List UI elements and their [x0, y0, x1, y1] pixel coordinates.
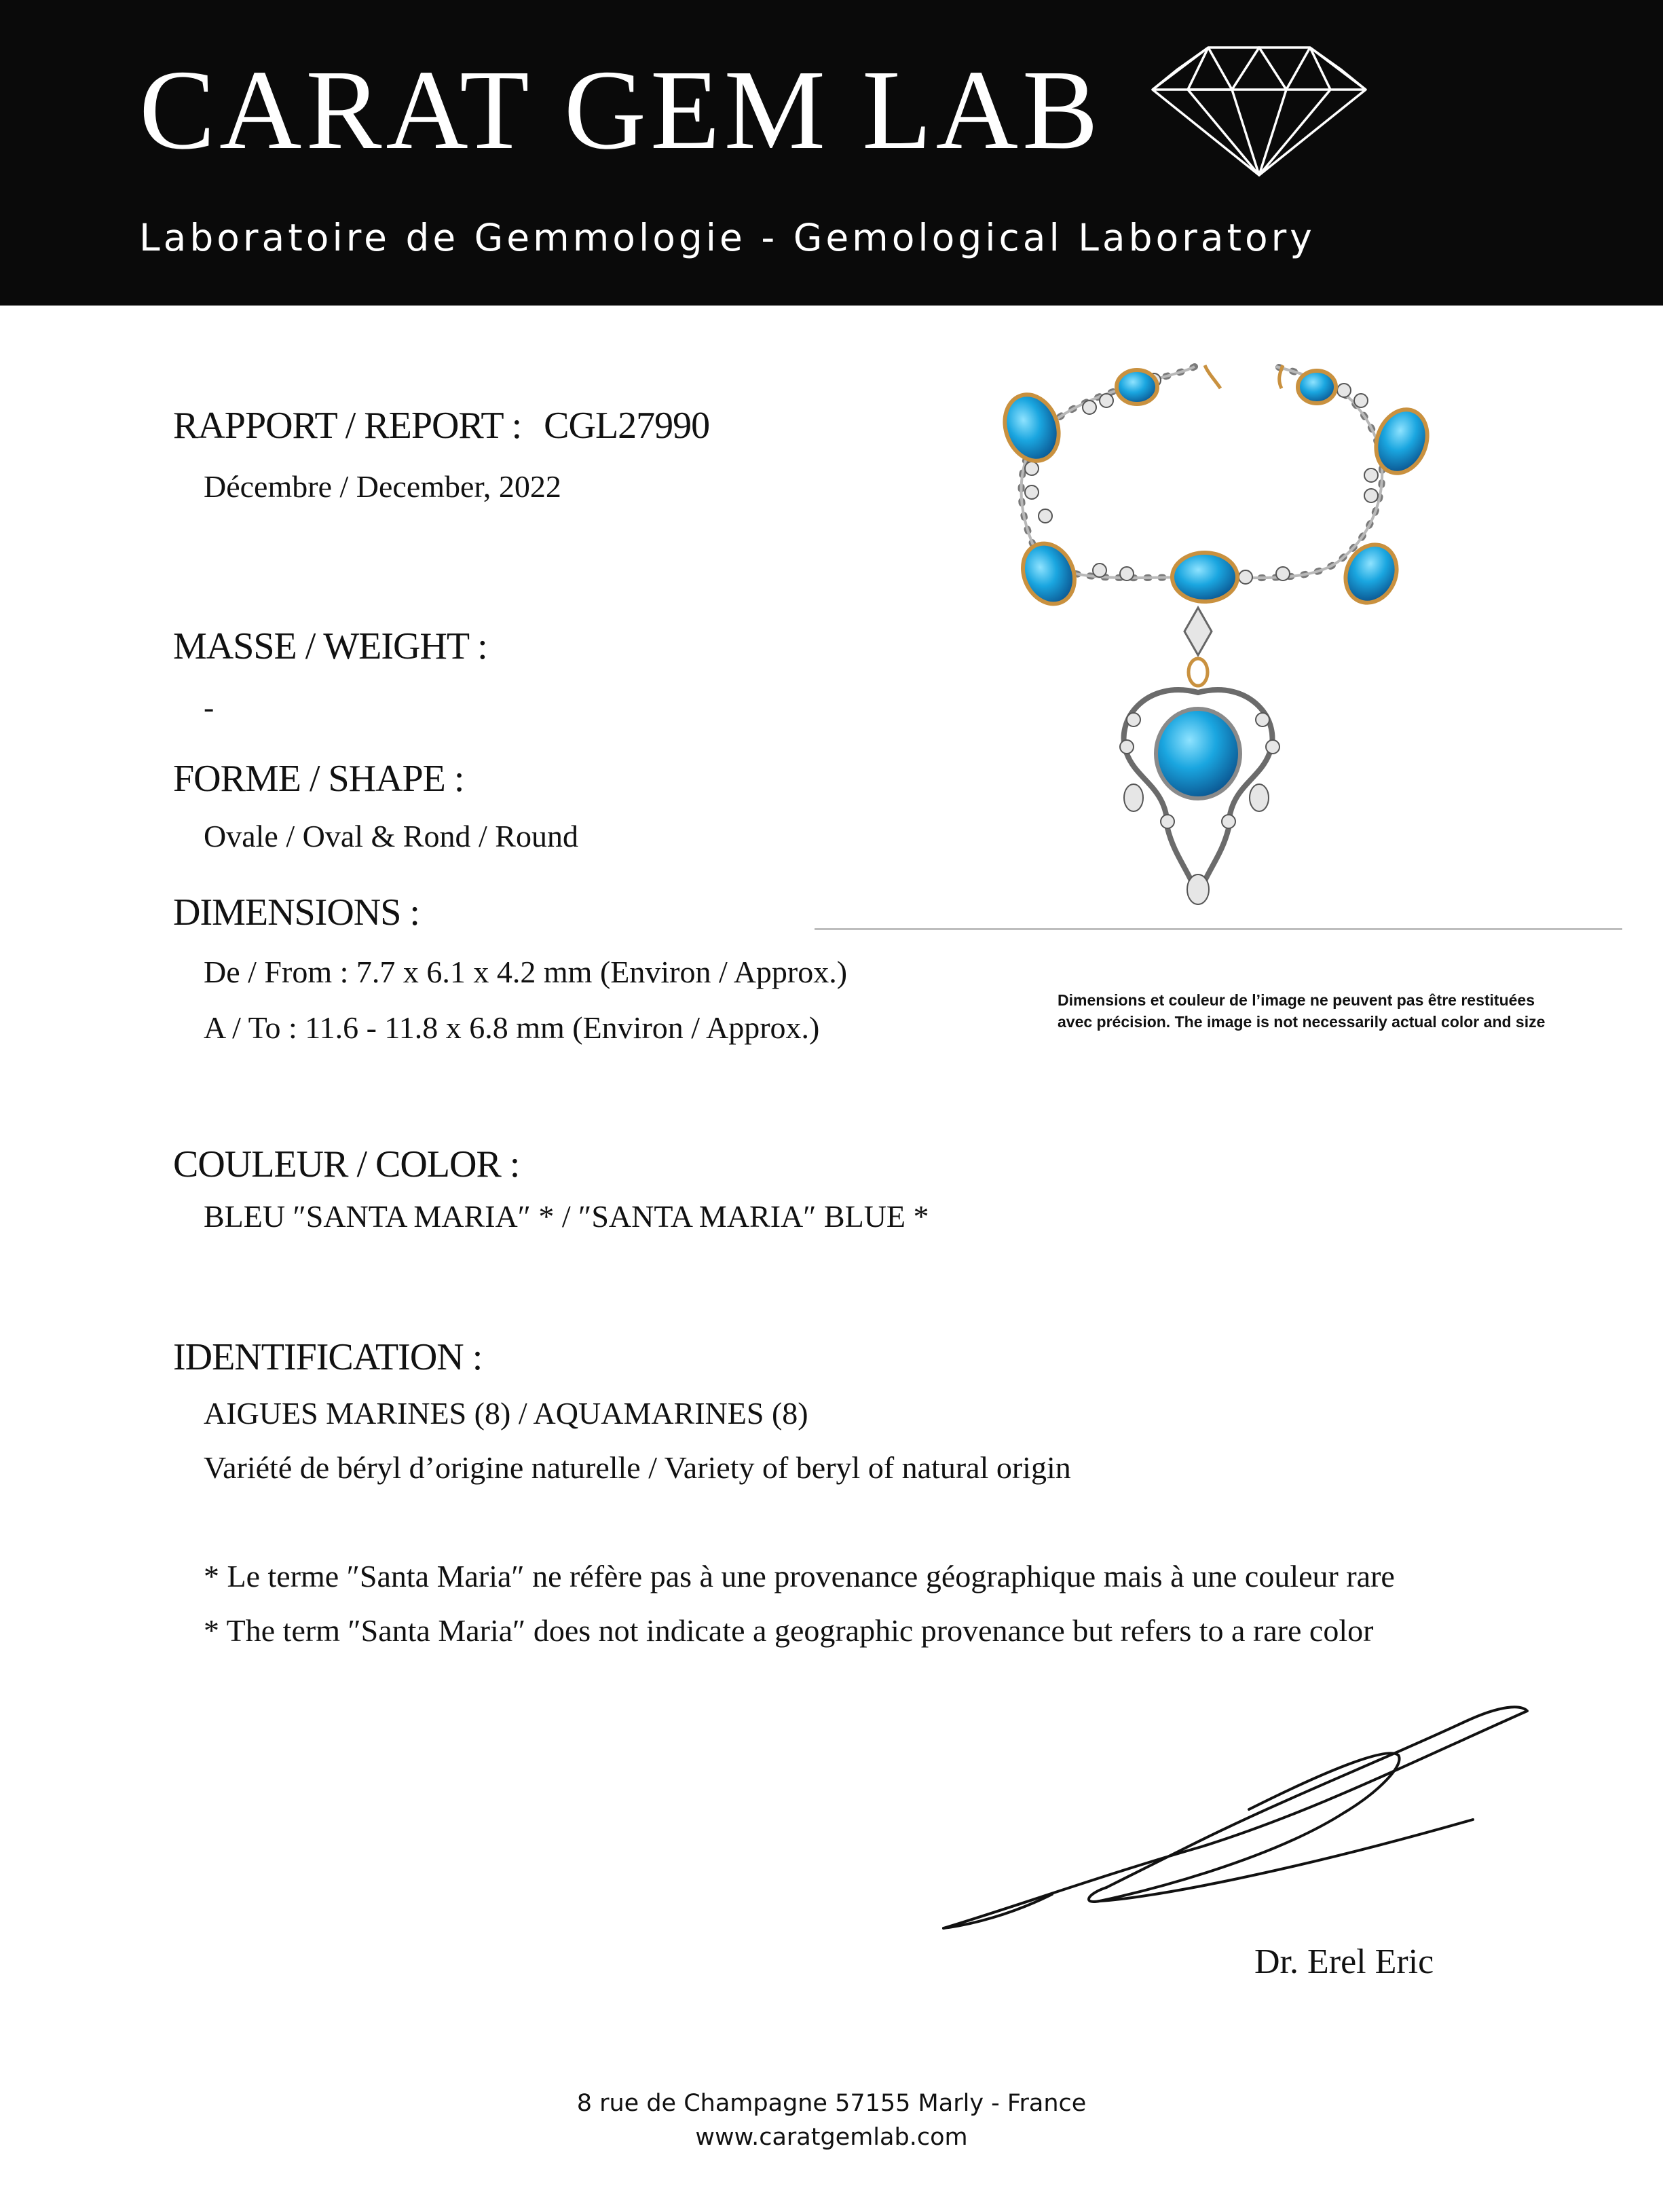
divider-line: [815, 928, 1622, 930]
dimensions-label: DIMENSIONS :: [173, 891, 419, 934]
footer-website[interactable]: www.caratgemlab.com: [695, 2124, 968, 2151]
report-heading: [173, 404, 709, 447]
brand-title: CARAT GEM LAB: [139, 47, 1103, 173]
header-banner: [0, 0, 1663, 306]
necklace-photo: [964, 353, 1480, 910]
footer-address: 8 rue de Champagne 57155 Marly - France: [576, 2090, 1087, 2117]
image-disclaimer-line-1: Dimensions et couleur de l’image ne peuvent pas être restituées: [1058, 991, 1535, 1009]
image-disclaimer: [1058, 989, 1587, 1033]
color-value: BLEU ″SANTA MARIA″ * / ″SANTA MARIA″ BLUE *: [204, 1199, 929, 1234]
tagline: Laboratoire de Gemmologie - Gemological Laboratory: [139, 216, 1315, 259]
weight-label: MASSE / WEIGHT :: [173, 625, 487, 667]
image-disclaimer-line-2: avec précision. The image is not necessarily actual color and size: [1058, 1013, 1546, 1031]
signature-mark: [930, 1691, 1541, 1949]
dimensions-from: De / From : 7.7 x 6.1 x 4.2 mm (Environ / Approx.): [204, 955, 848, 989]
report-date: Décembre / December, 2022: [204, 469, 561, 504]
color-label: COULEUR / COLOR :: [173, 1143, 520, 1185]
weight-value: -: [204, 690, 214, 724]
dimensions-to: A / To : 11.6 - 11.8 x 6.8 mm (Environ / Approx.): [204, 1010, 820, 1045]
shape-label: FORME / SHAPE :: [173, 758, 464, 800]
report-number: CGL27990: [544, 405, 710, 447]
note-french: * Le terme ″Santa Maria″ ne réfère pas à une provenance géographique mais à une couleur rare: [204, 1559, 1395, 1593]
identification-stone: AIGUES MARINES (8) / AQUAMARINES (8): [204, 1396, 808, 1431]
note-english: * The term ″Santa Maria″ does not indicate a geographic provenance but refers to a rare color: [204, 1613, 1374, 1648]
signer-name: Dr. Erel Eric: [1254, 1942, 1434, 1981]
identification-variety: Variété de béryl d’origine naturelle / Variety of beryl of natural origin: [204, 1450, 1071, 1485]
report-label: RAPPORT / REPORT :: [173, 405, 522, 447]
diamond-logo-icon: [1147, 42, 1371, 178]
shape-value: Ovale / Oval & Rond / Round: [204, 819, 578, 853]
identification-label: IDENTIFICATION :: [173, 1336, 483, 1378]
